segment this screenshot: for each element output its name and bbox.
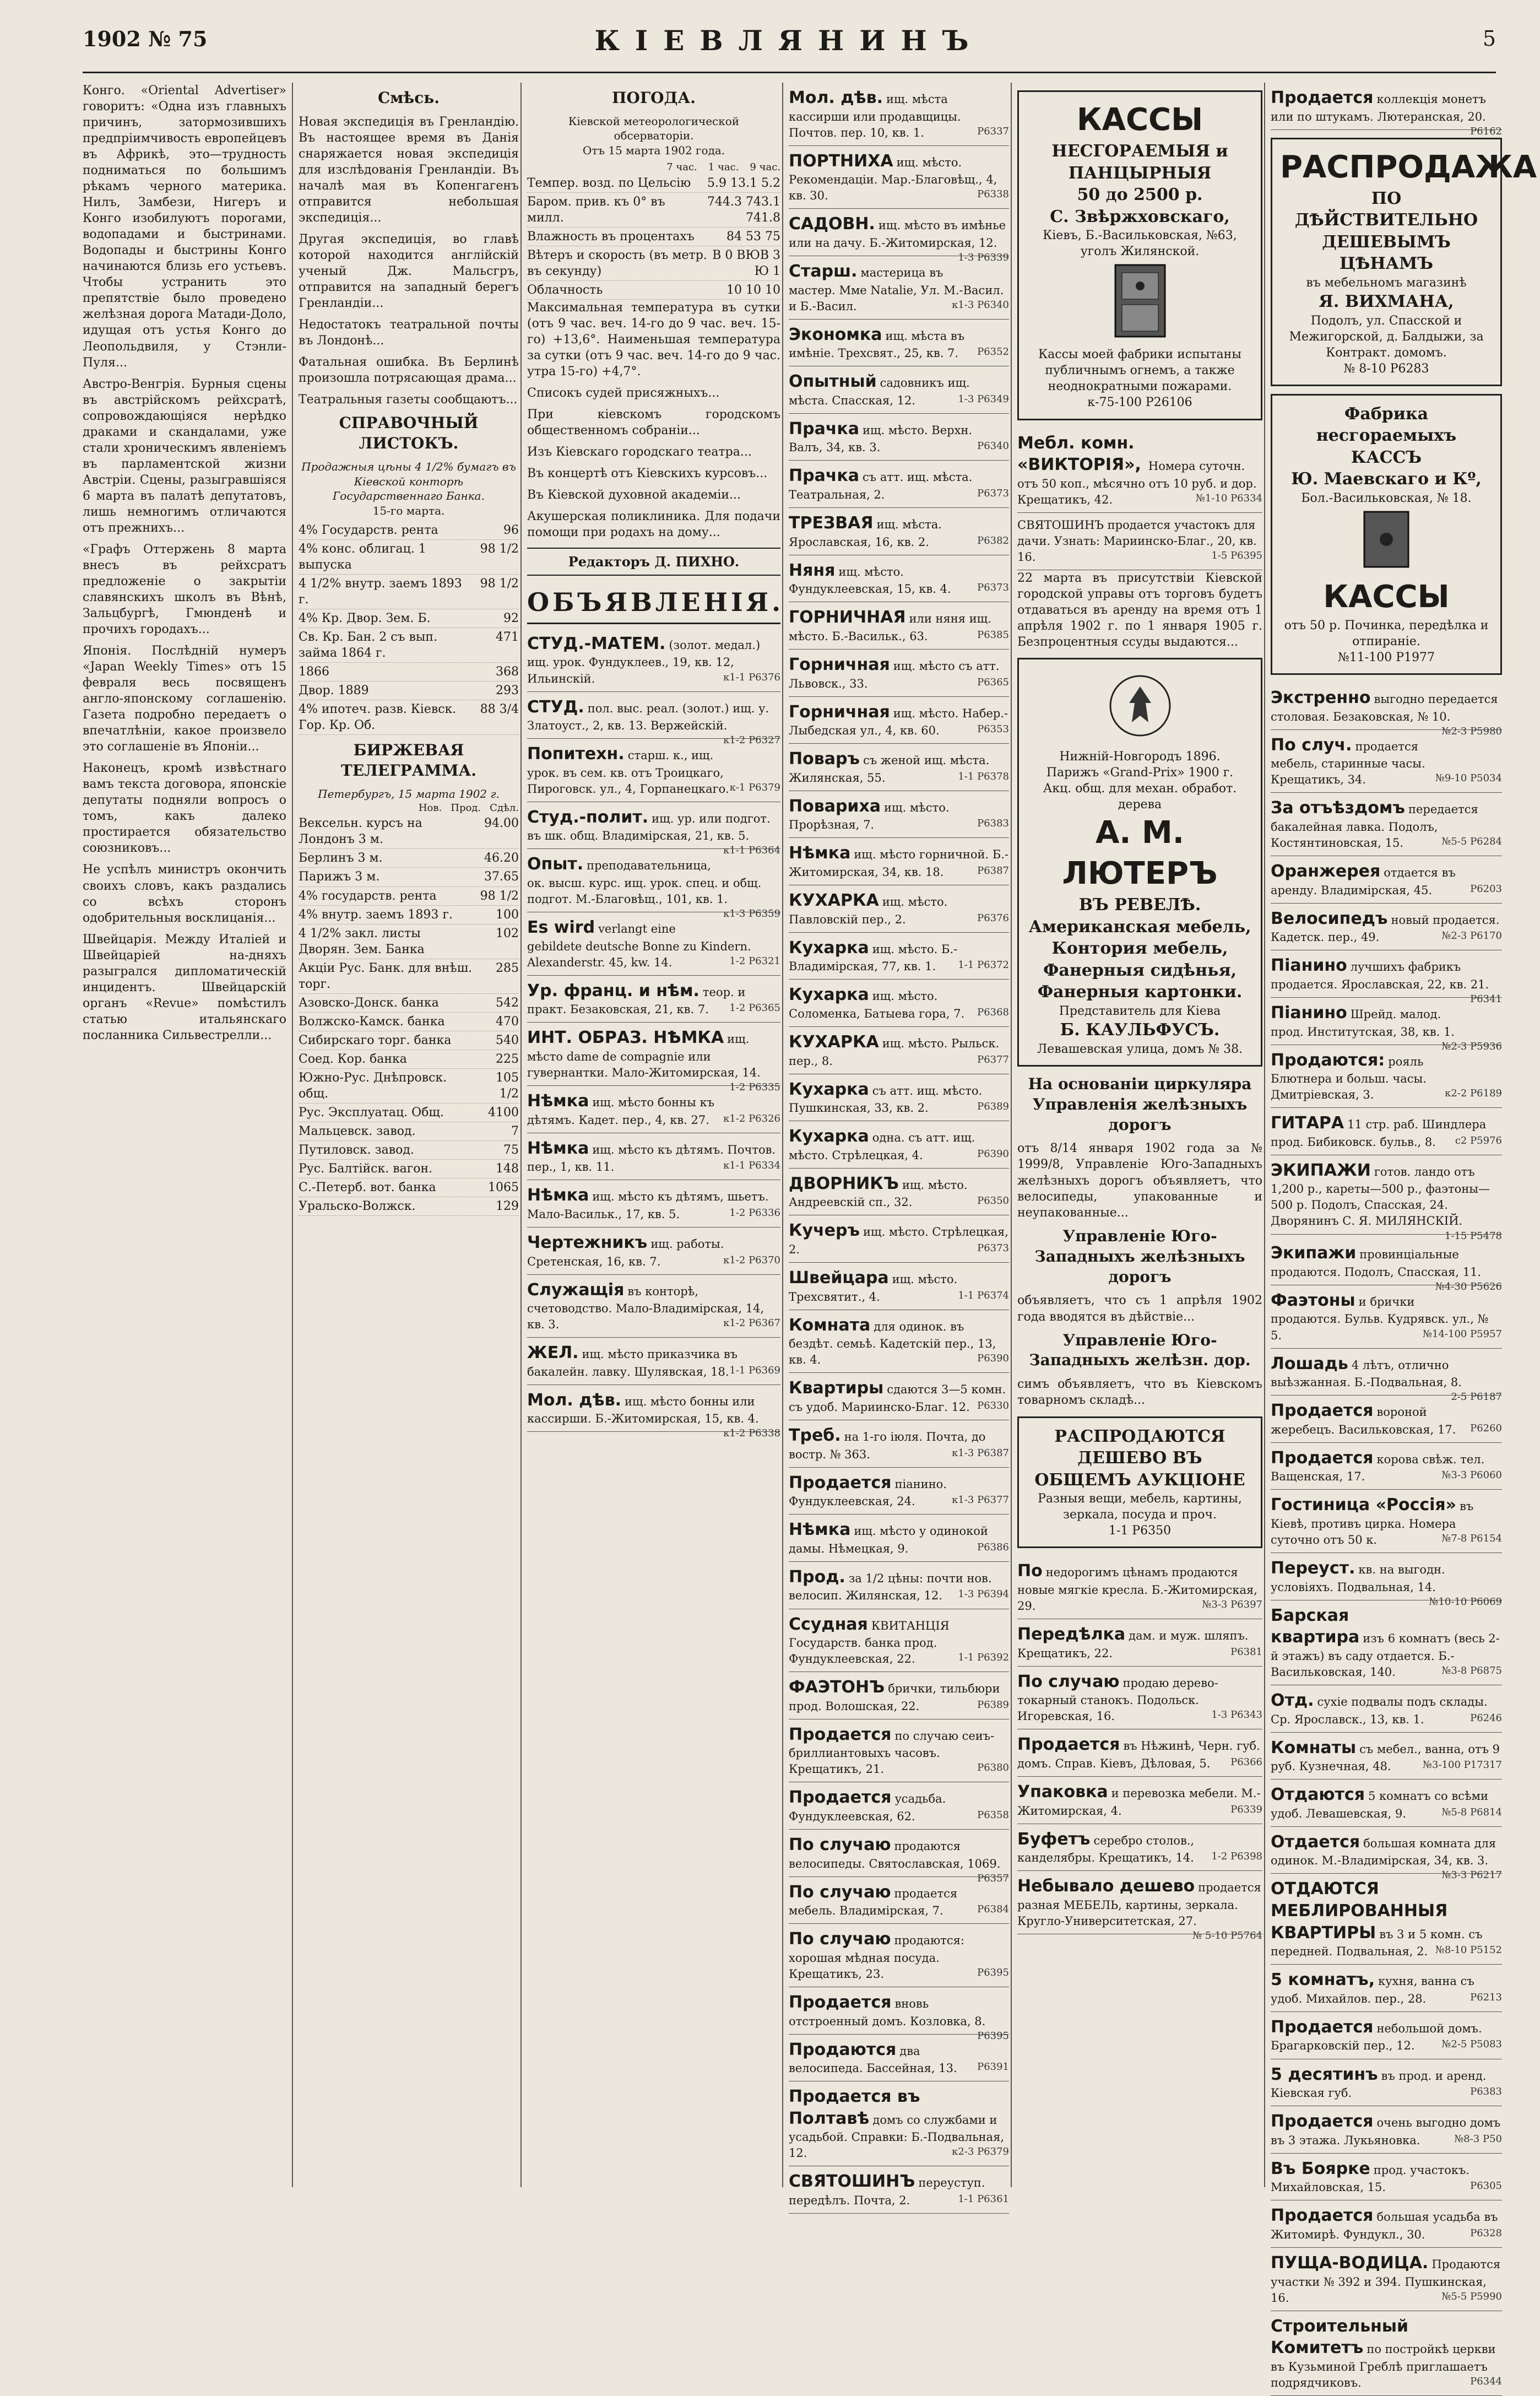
classified-ad: Экстренно выгодно передается столовая. Безаковская, № 10. №2-3 Р5980 [1271,683,1502,730]
article-switzerland: Швейцарія. Между Италіей и Швейцаріей на-дняхъ разыгрался дипломатическій инцидентъ. Швейцарскій органъ «Revue» помѣстилъ статью итальянскаго посланника Сильвестрелли... [83,932,286,1042]
kassa-price: 50 до 2500 р. [1077,185,1203,205]
classified-ad: За отъѣздомъ передается бакалейная лавка. Подолъ, Костянтиновская, 15. №5-5 Р6284 [1271,793,1502,856]
classified-ad: ЖЕЛ. ищ. мѣсто приказчика въ бакалейн. лавку. Шулявская, 18. 1-1 Р6369 [527,1338,780,1385]
news-item: Акушерская поликлиника. Для подачи помощи при родахъ на дому... [527,510,780,540]
luther-good: Фанерныя сидѣнья, [1043,960,1237,980]
kassa2-name: Ю. Маевскаго и Кº, [1291,469,1482,489]
classified-ad: Барская квартира изъ 6 комнатъ (весь 2-й этажъ) въ саду отдается. Б.-Васильковская, 140. №3-8 Р6875 [1271,1600,1502,1685]
classified-ad: Продается по случаю сеиъ-бриллиантовыхъ часовъ. Крещатикъ, 21. Р6380 [789,1719,1009,1783]
table-row: Влажность въ процентахъ 84 53 75 [527,228,780,246]
table-row: Южно-Рус. Днѣпровск. общ. 105 1/2 [299,1069,519,1104]
table-row: Вѣтеръ и скорость (въ метр. въ секунду) B 0 BЮB 3 Ю 1 [527,246,780,281]
section-heading-birzh: БИРЖЕВАЯ ТЕЛЕГРАММА. [340,741,476,780]
weather-columns: 7 час. 1 час. 9 час. [666,161,780,174]
svyatoshin-ad: СВЯТОШИНЪ продается участокъ для дачи. Узнать: Мариинско-Благ., 20, кв. 16. 1-5 Р6395 [1017,513,1262,570]
table-row: Путиловск. завод. 75 [299,1141,519,1160]
luther-good: Контория мебель, [1051,939,1228,959]
railway-heading: Управленіе Юго-Западныхъ желѣзныхъ дорогъ [1034,1226,1245,1286]
column-4 [782,83,1009,2208]
classified-ad: Отдаются 5 комнатъ со всѣми удоб. Левашевская, 9. №5-8 Р6814 [1271,1780,1502,1827]
classified-ad: Продаются два велосипеда. Бассейная, 13. Р6391 [789,2035,1009,2082]
classified-ad: Кухарка съ атт. ищ. мѣсто. Пушкинская, 33, кв. 2. Р6389 [789,1074,1009,1122]
classified-ad: ПУЩА-ВОДИЦА. Продаются участки № 392 и 394. Пушкинская, 16. №5-5 Р5990 [1271,2248,1502,2311]
column-6 [1264,83,1537,2389]
kassa-address: Кіевъ, Б.-Васильковская, №63, уголъ Жилянской. [1043,229,1237,259]
table-row: 4 1/2% внутр. заемъ 1893 г. 98 1/2 [299,575,519,609]
classified-ad: ГОРНИЧНАЯ или няня ищ. мѣсто. Б.-Васильк., 63. Р6385 [789,602,1009,650]
classified-ad: Кухарка одна. съ атт. ищ. мѣсто. Стрѣлецкая, 4. Р6390 [789,1121,1009,1169]
classified-ad: Экипажи провинціальные продаются. Подолъ, Спасская, 11. №4-30 Р5626 [1271,1235,1502,1285]
luther-prize: Парижъ «Grand-Prix» 1900 г. [1046,766,1234,780]
classified-ad: Въ Боярке прод. участокъ. Михайловская, 15. Р6305 [1271,2154,1502,2201]
luther-note: Акц. общ. для механ. обработ. дерева [1043,782,1237,812]
classified-ad: Прачка съ атт. ищ. мѣста. Театральная, 2. Р6373 [789,461,1009,508]
classified-ad: Студ.-полит. ищ. ур. или подгот. въ шк. общ. Владимірская, 21, кв. 5. к1-1 Р6364 [527,802,780,850]
table-row: 4% конс. облигац. 1 выпуска 98 1/2 [299,540,519,575]
news-item: Въ концертѣ отъ Кіевскихъ курсовъ... [527,467,768,481]
classified-ad: По случаю продаю дерево-токарный станокъ. Подольск. Игоревская, 16. 1-3 Р6343 [1017,1667,1262,1730]
classified-ad: ТРЕЗВАЯ ищ. мѣста. Ярославская, 16, кв. 2. Р6382 [789,508,1009,555]
table-row: Рус. Балтійск. вагон. 148 [299,1160,519,1178]
table-row: 4% ипотеч. разв. Кіевск. Гор. Кр. Об. 88 3/4 [299,700,519,735]
sale-title: РАСПРОДАЖА [1280,149,1537,185]
classified-ad: Велосипедъ новый продается. Кадетск. пер., 49. №2-3 Р6170 [1271,904,1502,951]
rates-subtitle: Продажныя цѣны 4 1/2% бумагъ въ Кіевской конторѣ Государственнаго Банка. [301,460,516,503]
table-row: 4% внутр. заемъ 1893 г. 100 [299,906,519,924]
classified-ad: Небывало дешево продается разная МЕБЕЛЬ, картины, зеркала. Кругло-Университетская, 27. № 5-10 Р5764 [1017,1871,1262,1934]
sale-text: въ мебельномъ магазинѣ [1306,275,1467,290]
classified-ad: Прод. за 1/2 цѣны: почти нов. велосип. Жилянская, 12. 1-3 Р6394 [789,1562,1009,1609]
table-row: Уральско-Волжск. 129 [299,1197,519,1216]
table-row: Баром. прив. къ 0° въ милл. 744.3 743.1 741.8 [527,193,780,228]
classified-ad: КУХАРКА ищ. мѣсто. Рыльск. пер., 8. Р6377 [789,1027,1009,1074]
classified-ad: ДВОРНИКЪ ищ. мѣсто. Андреевскій сп., 32. Р6350 [789,1169,1009,1216]
classified-ad: ИНТ. ОБРАЗ. НѢМКА ищ. мѣсто dame de compagnie или гувернантки. Мало-Житомирская, 14. 1-2 Р6335 [527,1023,780,1086]
article-greenland-2: Другая экспедиція, во главѣ которой находится англійскій ученый Дж. Мальсгръ, отправится на западный берегъ Гренландіи... [299,232,519,311]
section-heading-spravochny: СПРАВОЧНЫЙ ЛИСТОКЪ. [339,414,479,453]
classified-ad: По случаю продаются: хорошая мѣдная посуда. Крещатикъ, 23. Р6395 [789,1924,1009,1987]
luther-good: Американская мебель, [1028,917,1251,937]
classified-ad: Гостиница «Россія» въ Кіевѣ, противъ цирка. Номера суточно отъ 50 к. №7-8 Р6154 [1271,1490,1502,1553]
newspaper-title: КІЕВЛЯНИНЪ [594,24,984,57]
sale-name: Я. ВИХМАНА, [1319,291,1454,311]
table-row: Мальцевск. завод. 7 [299,1122,519,1141]
table-row: 4% Государств. рента 96 [299,521,519,540]
issue-number: 1902 № 75 [83,26,208,51]
auction-advertisement [1017,1416,1262,1549]
kassa2-address: Бол.-Васильковская, № 18. [1301,491,1472,506]
classified-ad: Служащія въ конторѣ, счетоводство. Мало-Владимірская, 14, кв. 3. к1-2 Р6367 [527,1275,780,1338]
table-row: Сибирскаго торг. банка 540 [299,1031,519,1050]
classified-ad: Піанино Шрейд. малод. прод. Институтская, 38, кв. 1. №2-3 Р5936 [1271,998,1502,1045]
table-row: 4 1/2% закл. листы Дворян. Зем. Банка 102 [299,924,519,959]
classified-ad: Передѣлка дам. и муж. шляпъ. Крещатикъ, 22. Р6381 [1017,1619,1262,1667]
classified-ad: Продается въ Нѣжинѣ, Черн. губ. домъ. Справ. Кіевъ, Дѣловая, 5. Р6366 [1017,1729,1262,1777]
classified-ad: Продается коллекція монетъ или по штукамъ. Лютеранская, 20. Р6162 [1271,83,1502,130]
classified-ad: САДОВН. ищ. мѣсто въ имѣнье или на дачу. Б.-Житомирская, 12. 1-3 Р6339 [789,209,1009,256]
news-item: Списокъ судей присяжныхъ... [527,386,720,401]
classified-ad: Отдается большая комната для одинок. М.-Владимірская, 34, кв. 3. №3-3 Р6217 [1271,1827,1502,1874]
classified-ad: Горничная ищ. мѣсто. Набер.-Лыбедская ул., 4, кв. 60. Р6353 [789,697,1009,744]
classified-ad: Упаковка и перевозка мебели. М.-Житомирская, 4. Р6339 [1017,1777,1262,1824]
birzh-date: Петербургъ, 15 марта 1902 г. [318,787,500,801]
railway-heading-2: Управленіе Юго-Западныхъ желѣзн. дор. [1029,1330,1251,1370]
table-row: С.-Петерб. вот. банка 1065 [299,1178,519,1197]
article-london-theatre: Недостатокъ театральной почты въ Лондонѣ... [299,318,519,348]
classified-ad: ОТДАЮТСЯ МЕБЛИРОВАННЫЯ КВАРТИРЫ въ 3 и 5 комн. съ передней. Подвальная, 2. №8-10 Р5152 [1271,1874,1502,1965]
article-congo: Конго. «Oriental Advertiser» говоритъ: «Одна изъ главныхъ причинъ, затормозившихъ предпріимчивость европейцевъ въ Африкѣ, это—трудность подниматься по большимъ рѣкамъ черного материка. Нилъ, Замбези, Нигеръ и Конго изобилуютъ порогами, водопадами и быстринами. Водопады и быстрины Конго начинаются близь его устьевъ. Чтобы устранить это препятствіе было проведено желѣзная дорога Матади-Доло, идущая отъ устья Конго до Леопольдвиля, у Стэнли-Пуля... [83,84,286,370]
news-item: Изъ Кіевскаго городскаго театра... [527,445,752,459]
table-row: Соед. Кор. банка 225 [299,1050,519,1069]
classified-ad: Отд. сухіе подвалы подъ склады. Ср. Ярославск., 13, кв. 1. Р6246 [1271,1685,1502,1733]
table-row: Акціи Рус. Банк. для внѣш. торг. 285 [299,959,519,994]
classified-ad: Опытный садовникъ ищ. мѣста. Спасская, 12. 1-3 Р6349 [789,366,1009,414]
classified-ad: СВЯТОШИНЪ переуступ. передѣлъ. Почта, 2. 1-1 Р6361 [789,2166,1009,2214]
classified-ad: Повариха ищ. мѣсто. Прорѣзная, 7. Р6383 [789,791,1009,839]
safe-illustration-icon [1110,259,1170,342]
classified-ad: КУХАРКА ищ. мѣсто. Павловскій пер., 2. Р6376 [789,885,1009,933]
classified-ad: Переуст. кв. на выгодн. условіяхъ. Подвальная, 14. №10-10 Р6069 [1271,1553,1502,1600]
table-row: Св. Кр. Бан. 2 съ вып. займа 1864 г. 471 [299,628,519,663]
table-row: Азовско-Донск. банка 542 [299,994,519,1013]
luther-emblem-caption: Нижній-Новгородъ 1896. [1059,750,1221,764]
classified-ad: Швейцара ищ. мѣсто. Трехсвятит., 4. 1-1 Р6374 [789,1263,1009,1310]
imperial-eagle-icon [1107,673,1173,739]
classified-ad: Продается вороной жеребецъ. Васильковская, 17. Р6260 [1271,1396,1502,1443]
table-row: 1866 368 [299,663,519,682]
kassa-title: КАССЫ [1076,102,1203,138]
article-japan-2: Наконецъ, кромѣ извѣстнаго вамъ текста договора, японскіе депутаты подняли вопросъ о томъ, какъ далеко простирается обязательство союзниковъ... [83,761,286,856]
table-row: 4% Кр. Двор. Зем. Б. 92 [299,609,519,628]
classified-ad: ГИТАРА 11 стр. раб. Шиндлера прод. Бибиковск. бульв., 8. с2 Р5976 [1271,1108,1502,1155]
victoria-ad: Мебл. комн. «ВИКТОРІЯ», Номера суточн. отъ 50 коп., мѣсячно отъ 10 руб. и дор. Крещатикъ, 42. №1-10 Р6334 [1017,428,1262,513]
classified-ad: По случ. продается мебель, старинные часы. Крещатикъ, 34. №9-10 Р5034 [1271,730,1502,793]
rates-date: 15-го марта. [372,504,445,517]
weather-note: Максимальная температура въ сутки (отъ 9 час. веч. 14-го до 9 час. веч. 15-го) +13,6°. Наименьшая температура за сутки (отъ 9 час. веч. 14-го до 9 час. утра 15-го) +4,7°. [527,301,780,379]
classified-ad: Нѣмка ищ. мѣсто горничной. Б.-Житомирская, 34, кв. 18. Р6387 [789,838,1009,885]
classified-ad: Экономка ищ. мѣста въ имѣніе. Трехсвят., 25, кв. 7. Р6352 [789,320,1009,367]
classified-ad: Кухарка ищ. мѣсто. Б.-Владимірская, 77, кв. 1. 1-1 Р6372 [789,933,1009,980]
kassa2-big-title: КАССЫ [1323,579,1450,615]
classified-ad: Продается усадьба. Фундуклеевская, 62. Р6358 [789,1782,1009,1830]
classified-ad: Поваръ съ женой ищ. мѣста. Жилянская, 55. 1-1 Р6378 [789,744,1009,791]
article-count-ottershen: «Графъ Оттержень 8 марта внесъ въ рейхсратъ предложеніе о закрытіи славянскихъ школъ въ Вѣнѣ, Зальцбургѣ, Гмюнденѣ и прочихъ городахъ... [83,542,286,637]
classified-ad: Квартиры сдаются 3—5 комн. съ удоб. Мариинско-Благ. 12. Р6330 [789,1373,1009,1420]
kassa2-price: отъ 50 р. Починка, передѣлка и отпираніе. [1284,619,1489,649]
weather-table [527,174,780,300]
classified-ad: Лошадь 4 лѣтъ, отлично выѣзжанная. Б.-Подвальная, 8. 2-5 Р6187 [1271,1349,1502,1396]
article-japan: Японія. Послѣдній нумеръ «Japan Weekly Times» отъ 15 февраля весь посвященъ англо-японскому соглашенію. Газета подробно передаетъ о впечатлѣніи, какое произвело это соглашеніе въ Японіи... [83,644,286,754]
sale-ref: № 8-10 Р6283 [1343,361,1429,376]
classified-ad: По недорогимъ цѣнамъ продаются новые мягкіе кресла. Б.-Житомирская, 29. №3-3 Р6397 [1017,1556,1262,1619]
classified-ad: Ссудная КВИТАНЦІЯ Государств. банка прод. Фундуклеевская, 22. 1-1 Р6392 [789,1609,1009,1673]
table-row: Вексельн. курсъ на Лондонъ 3 м. 94.00 [299,814,519,849]
classified-ad: ФАЭТОНЪ брички, тильбюри прод. Волошская, 22. Р6389 [789,1672,1009,1719]
article-fatal-error: Фатальная ошибка. Въ Берлинѣ произошла потрясающая драма... [299,355,519,386]
kassa-advertisement [1017,90,1262,420]
classified-ad: Горничная ищ. мѣсто съ атт. Львовск., 33. Р6365 [789,650,1009,697]
classified-ad: 5 десятинъ въ прод. и аренд. Кіевская губ. Р6383 [1271,2059,1502,2107]
kassa2-ref: №11-100 Р1977 [1337,651,1435,665]
masthead [83,22,1496,73]
table-row: Темпер. возд. по Цельсію 5.9 13.1 5.2 [527,174,780,193]
railway-text: объявляетъ, что съ 1 апрѣля 1902 года вводятся въ дѣйствіе... [1017,1294,1262,1324]
news-item: При кіевскомъ городскомъ общественномъ собраніи... [527,408,780,438]
classified-ad: ЭКИПАЖИ готов. ландо отъ 1,200 р., кареты—500 р., фаэтоны—500 р. Подолъ, Спасская, 24. Дворянинъ С. Я. МИЛЯНСКІЙ. 1-15 Р5478 [1271,1155,1502,1235]
table-row: Рус. Эксплуатац. Общ. 4100 [299,1104,519,1122]
table-row: Волжско-Камск. банка 470 [299,1013,519,1031]
classified-ad: Буфетъ серебро столов., канделябры. Крещатикъ, 14. 1-2 Р6398 [1017,1824,1262,1872]
sale-subtitle: ПО ДѢЙСТВИТЕЛЬНО ДЕШЕВЫМЪ ЦѢНАМЪ [1294,188,1478,274]
classified-ad: СТУД.-МАТЕМ. (золот. медал.) ищ. урок. Фундуклеев., 19, кв. 12, Ильинскій. к1-1 Р6376 [527,629,780,692]
classified-ad: Нѣмка ищ. мѣсто къ дѣтямъ. Почтов. пер., 1, кв. 11. к1-1 Р6334 [527,1133,780,1181]
table-row: Двор. 1889 293 [299,682,519,700]
luther-advertisement [1017,658,1262,1067]
kassa2-advertisement [1271,394,1502,675]
column-1 [83,83,286,2187]
sale-address: Подолъ, ул. Спасской и Межигорской, д. Балдыжи, за Контракт. домомъ. [1289,313,1484,360]
classified-ad: Продается небольшой домъ. Брагарковскій пер., 12. №2-5 Р5083 [1271,2012,1502,2059]
classified-ad: Нѣмка ищ. мѣсто у одинокой дамы. Нѣмецкая, 9. Р6386 [789,1515,1009,1562]
table-row: Берлинъ 3 м. 46.20 [299,849,519,868]
classified-ad: Піанино лучшихъ фабрикъ продается. Ярославская, 22, кв. 21. Р6341 [1271,950,1502,998]
weather-subtitle: Кіевской метеорологической обсерваторіи. [568,114,740,143]
arenda-notice: 22 марта въ присутствіи Кіевской городской управы отъ торговъ будетъ отдаваться въ аренду на время отъ 1 апрѣля 1902 г. по 1 января 1905 г. Безпроцентныя ссуды выдаются... [1017,571,1262,649]
safe-illustration-icon [1359,506,1414,572]
classified-ad: Оранжерея отдается въ аренду. Владимірская, 45. Р6203 [1271,856,1502,904]
luther-name: А. М. ЛЮТЕРЪ [1062,815,1218,892]
weather-date: Отъ 15 марта 1902 года. [582,143,725,157]
classified-ad: Продаются: рояль Блютнера и больш. часы. Дмитріевская, 3. к2-2 Р6189 [1271,1045,1502,1108]
article-greenland: Новая экспедиція въ Гренландію. Въ настоящее время въ Данія снаряжается новая экспедиція для изслѣдованія Гренландіи. Въ началѣ мая въ Копенгагенъ отправится небольшая экспедиція... [299,115,519,225]
classified-ad: 5 комнатъ, кухня, ванна съ удоб. Михайлов. пер., 28. Р6213 [1271,1965,1502,2012]
luther-city: ВЪ РЕВЕЛѢ. [1078,895,1201,915]
classified-ad: Продается піанино. Фундуклеевская, 24. к1-3 Р6377 [789,1468,1009,1515]
classified-ad: Продается корова свѣж. тел. Ващенская, 17. №3-3 Р6060 [1271,1443,1502,1490]
classified-ad: Фаэтоны и брички продаются. Бульв. Кудрявск. ул., № 5. №14-100 Р5957 [1271,1285,1502,1349]
classified-ad: По случаю продаются велосипеды. Святославская, 1069. Р6357 [789,1830,1009,1877]
luther-rep-address: Левашевская улица, домъ № 38. [1037,1042,1243,1056]
column-3 [520,83,784,2187]
editor-line: Редакторъ Д. ПИХНО. [527,548,780,576]
luther-representative: Представитель для Кіева [1059,1004,1221,1018]
table-row: 4% государств. рента 98 1/2 [299,887,519,906]
luther-rep-name: Б. КАУЛЬФУСЪ. [1060,1020,1220,1040]
classified-ad: Кухарка ищ. мѣсто. Соломенка, Батыева гора, 7. Р6368 [789,980,1009,1027]
kassa-text: Кассы моей фабрики испытаны публичнымъ огнемъ, а также неоднократными пожарами. [1038,348,1241,394]
classified-ad: Мол. дѣв. ищ. мѣсто бонны или кассирши. Б.-Житомирская, 15, кв. 4. к1-2 Р6338 [527,1385,780,1432]
classified-ad: Попитехн. старш. к., ищ. урок. въ сем. кв. отъ Троицкаго, Пироговск. ул., 4, Горпанецкаго. к-1 Р6379 [527,739,780,802]
classified-ad: ПОРТНИХА ищ. мѣсто. Рекомендаціи. Мар.-Благовѣщ., 4, кв. 30. Р6338 [789,146,1009,209]
kassa-subtitle: НЕСГОРАЕМЫЯ и ПАНЦЫРНЫЯ [1051,141,1228,183]
classified-ad: Продается въ Полтавѣ домъ со службами и усадьбой. Справки: Б.-Подвальная, 12. к2-3 Р6379 [789,2081,1009,2166]
kassa2-title: Фабрика несгораемыхъ КАССЪ [1316,404,1457,467]
classified-ad: По случаю продается мебель. Владимірская, 7. Р6384 [789,1877,1009,1924]
classified-ad: Треб. на 1-го іюля. Почта, до востр. № 363. к1-3 Р6387 [789,1420,1009,1468]
circular-heading: На основаніи циркуляра Управленія желѣзныхъ дорогъ [1028,1074,1252,1134]
classified-ad: Продается большая усадьба въ Житомирѣ. Фундукл., 30. Р6328 [1271,2200,1502,2248]
kassa-shop-name: С. Звѣржховскаго, [1050,207,1230,226]
weather-heading: ПОГОДА. [611,89,696,107]
luther-good: Фанерныя картонки. [1037,982,1243,1002]
circular-text: отъ 8/14 января 1902 года за № 1999/8, Управленіе Юго-Западныхъ желѣзныхъ дорогъ объявляетъ, что велосипеды, упакованные и неупакованные... [1017,1142,1262,1220]
sale-advertisement [1271,138,1537,386]
article-theatre-news: Театральныя газеты сообщаютъ... [299,393,518,407]
classified-ad: Ур. франц. и нѣм. теор. и практ. Безаковская, 21, кв. 7. 1-2 Р6365 [527,976,780,1023]
auction-ref: 1-1 Р6350 [1108,1524,1172,1538]
birzh-columns: Нов. Прод. Сдѣл. [418,802,519,814]
classified-ad: Мол. дѣв. ищ. мѣста кассирши или продавщицы. Почтов. пер. 10, кв. 1. Р6337 [789,83,1009,146]
article-austria: Австро-Венгрія. Бурныя сцены въ австрійскомъ рейхсратѣ, сопровождающіяся нерѣдко драками и скандалами, уже стали хроническимъ явленіемъ въ парламентской жизни Австріи. Сцены, разыгравшіяся 6 марта въ палатѣ депутатовъ, лишь немногимъ отличаются отъ прежнихъ... [83,377,286,535]
classified-ad: Нѣмка ищ. мѣсто къ дѣтямъ, шьетъ. Мало-Васильк., 17, кв. 5. 1-2 Р6336 [527,1180,780,1227]
classified-ad: Строительный Комитетъ по постройкѣ церкви въ Кузьминой Греблѣ приглашаетъ подрядчиковъ. Р6344 [1271,2311,1502,2396]
news-item: Въ Кіевской духовной академіи... [527,488,741,502]
railway-text-2: симъ объявляетъ, что въ Кіевскомъ товарномъ складѣ... [1017,1377,1262,1408]
kassa-ref: к-75-100 Р26106 [1087,396,1192,410]
column-2 [292,83,519,2187]
table-row: Облачность 10 10 10 [527,281,780,300]
article-japan-3: Не успѣлъ министръ окончить своихъ словъ, какъ раздались со всѣхъ сторонъ одобрительныя восклицанія... [83,863,286,925]
classified-ad: Комнаты съ мебел., ванна, отъ 9 руб. Кузнечная, 48. №3-100 Р17317 [1271,1733,1502,1780]
table-row: Парижъ 3 м. 37.65 [299,868,519,886]
classified-ad: Продается вновь отстроенный домъ. Козловка, 8. Р6395 [789,1987,1009,2035]
announcements-heading: ОБЪЯВЛЕНІЯ. [527,582,780,624]
classified-ad: Es wird verlangt eine gebildete deutsche Bonne zu Kindern. Alexanderstr. 45, kw. 14. 1-2 Р6321 [527,912,780,976]
auction-title: РАСПРОДАЮТСЯ ДЕШЕВО ВЪ ОБЩЕМЪ АУКЦІОНЕ [1034,1426,1245,1490]
page-number: 5 [1482,26,1496,51]
classified-ad: Чертежникъ ищ. работы. Сретенская, 16, кв. 7. к1-2 Р6370 [527,1227,780,1275]
classified-ad: Прачка ищ. мѣсто. Верхн. Валъ, 34, кв. 3. Р6340 [789,414,1009,461]
classified-ad: Продается очень выгодно домъ въ 3 этажа. Лукьяновка. №8-3 Р50 [1271,2106,1502,2154]
birzh-table [299,814,519,1216]
auction-text: Разныя вещи, мебель, картины, зеркала, посуда и проч. [1038,1492,1242,1522]
classified-ad: Няня ищ. мѣсто. Фундуклеевская, 15, кв. 4. Р6373 [789,555,1009,603]
section-heading-smes: Смѣсь. [377,89,440,107]
classified-ad: Комната для одинок. въ бездѣт. семьѣ. Кадетскій пер., 13, кв. 4. Р6390 [789,1310,1009,1373]
classified-ad: СТУД. пол. выс. реал. (золот.) ищ. у. Златоуст., 2, кв. 13. Вержейскій. к1-2 Р6327 [527,692,780,739]
classified-ad: Опыт. преподавательница, ок. высш. курс. ищ. урок. спец. и общ. подгот. М.-Благовѣщ., 101, кв. 1. к1-3 Р6359 [527,849,780,912]
classified-ad: Нѣмка ищ. мѣсто бонны къ дѣтямъ. Кадет. пер., 4, кв. 27. к1-2 Р6326 [527,1086,780,1133]
classified-ad: Старш. мастерица въ мастер. Мме Natalie, Ул. М.-Васил. и Б.-Васил. к1-3 Р6340 [789,256,1009,320]
column-5 [1011,83,1262,2187]
classified-ad: Кучеръ ищ. мѣсто. Стрѣлецкая, 2. Р6373 [789,1215,1009,1263]
rates-table [299,521,519,735]
